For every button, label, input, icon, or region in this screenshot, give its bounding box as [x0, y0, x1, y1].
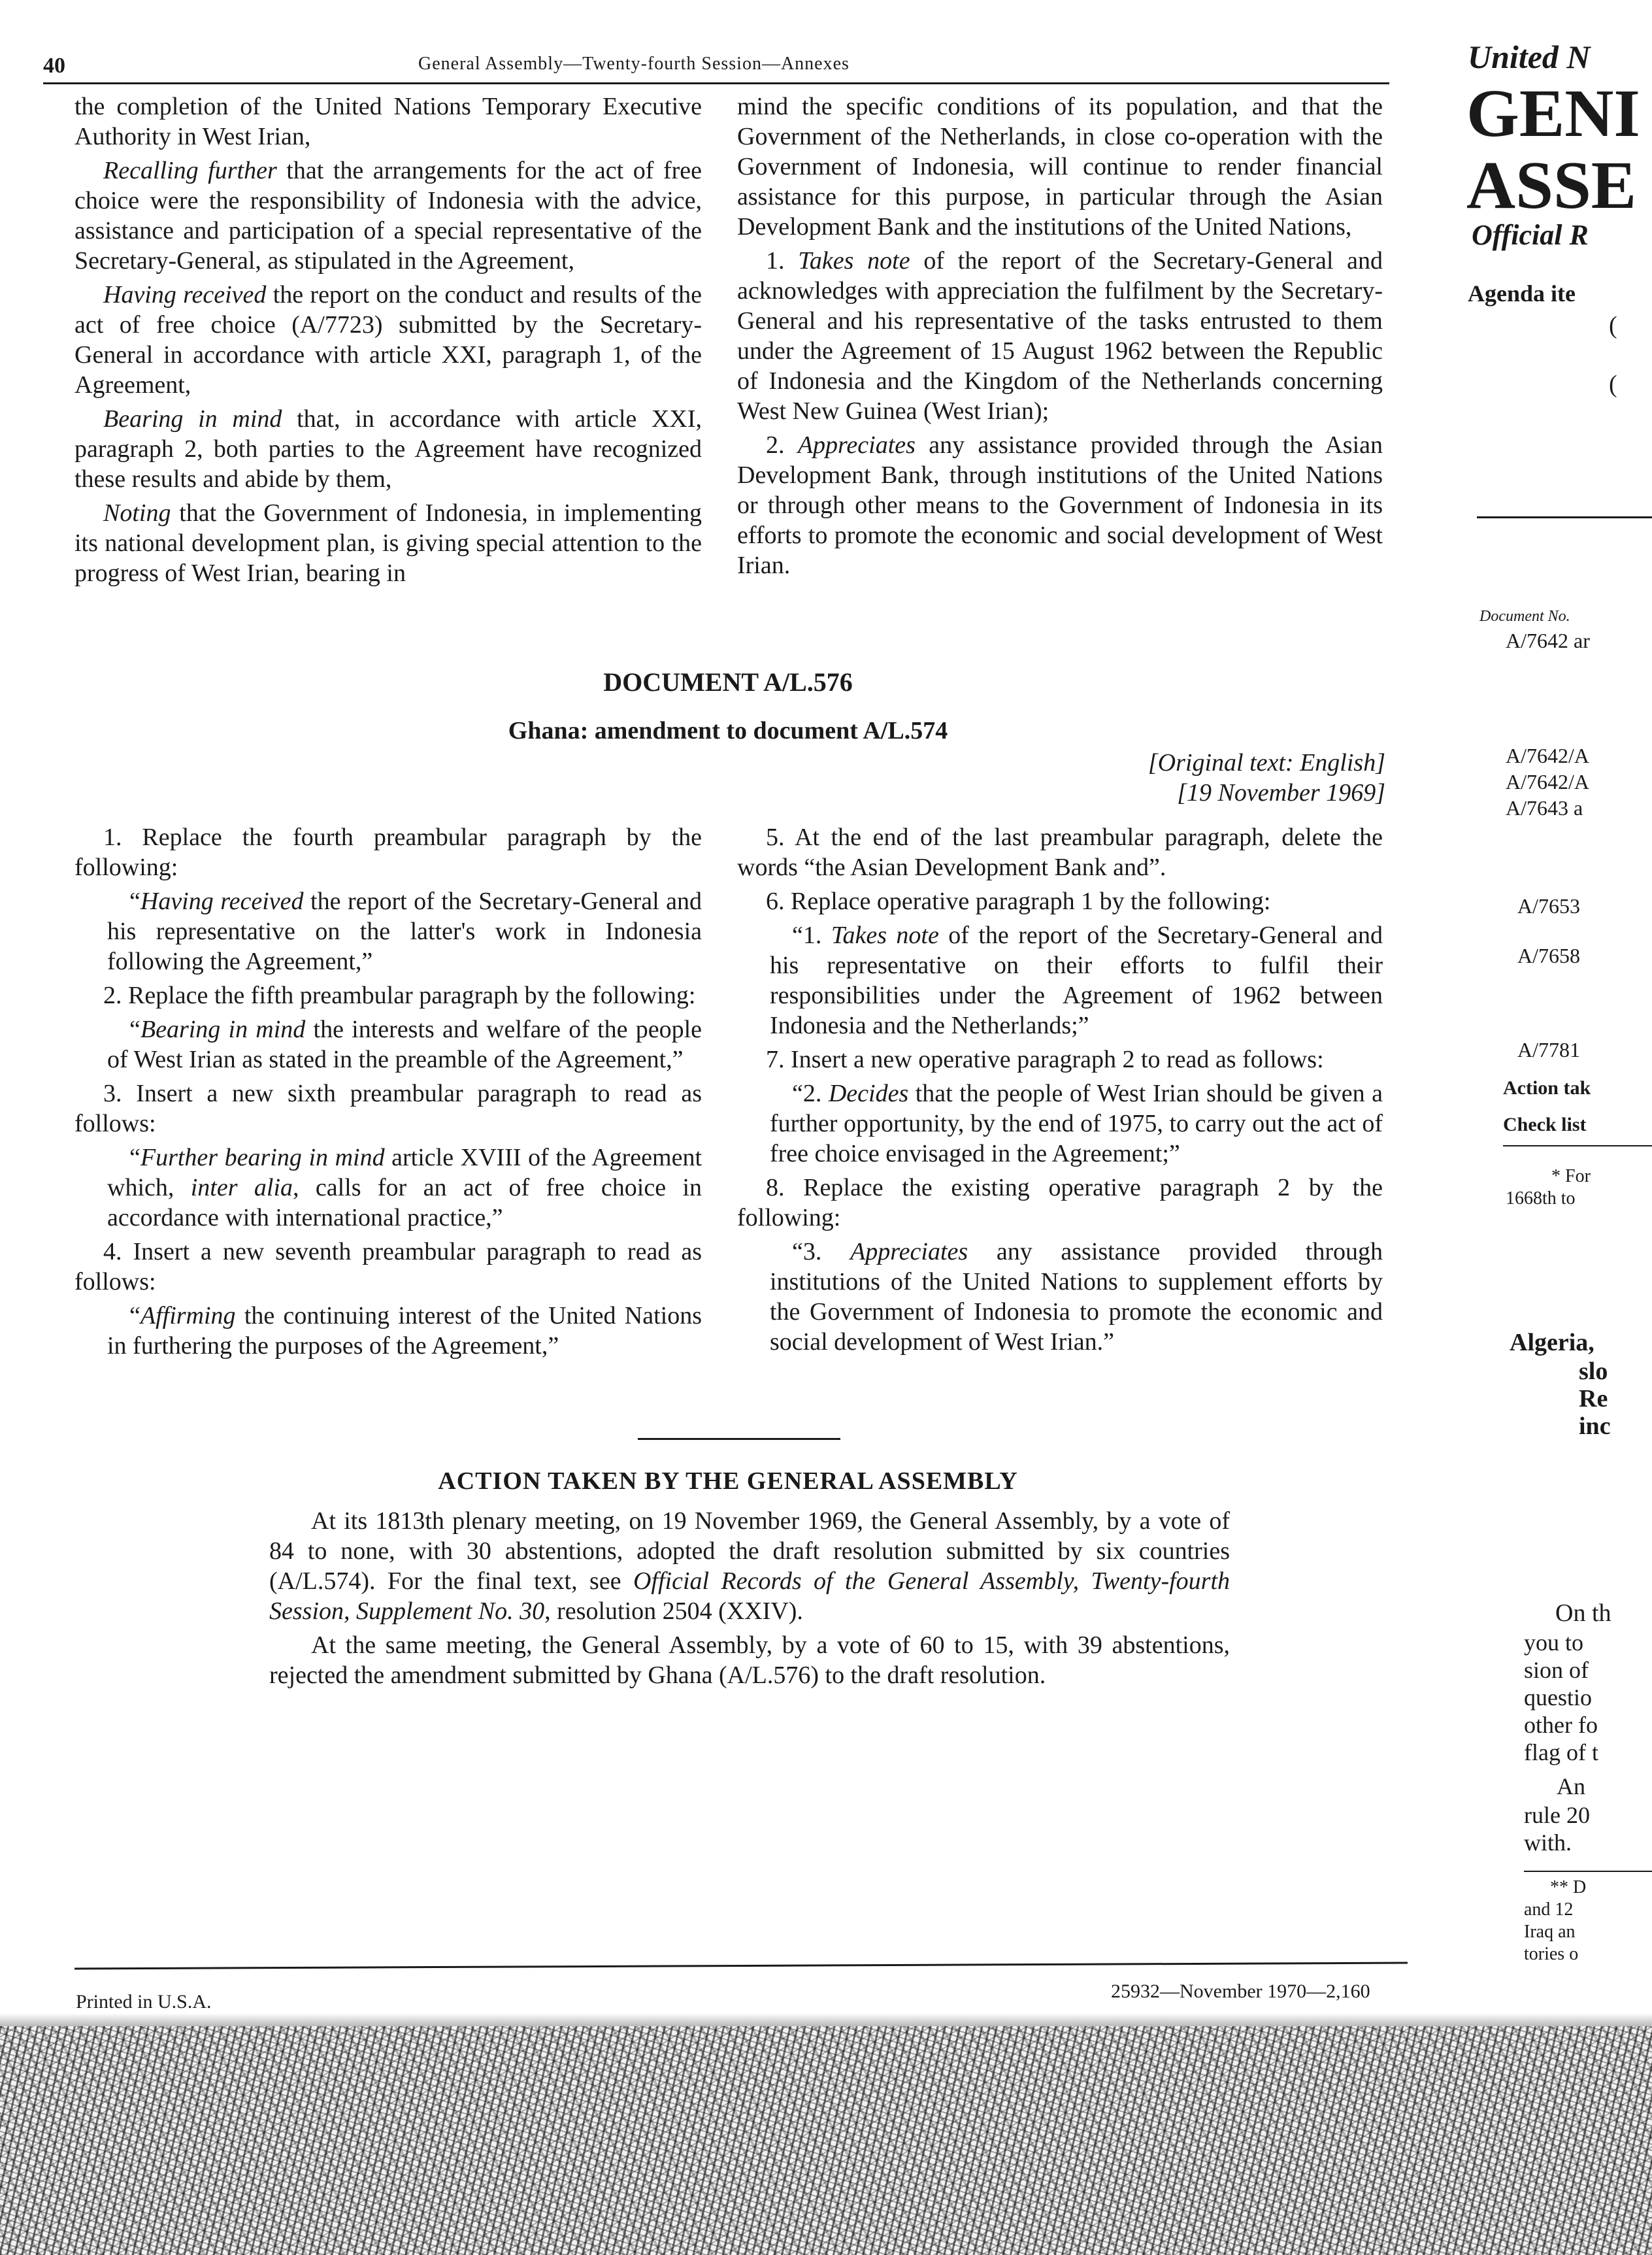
top-right-para-3 [737, 430, 1383, 580]
strip-rule-2 [1503, 1145, 1652, 1146]
text: that the Government of Indonesia, in implementing its national development plan, is giving special attention to the progress of West Irian, bearing in [74, 499, 702, 587]
strip-official: Official R [1472, 219, 1589, 251]
number: “3. [792, 1238, 851, 1265]
strip-paren-1: ( [1609, 312, 1617, 339]
strip-sion: sion of [1524, 1657, 1589, 1683]
strip-question: questio [1524, 1684, 1592, 1711]
job-number: 25932—November 1970—2,160 [1111, 1980, 1370, 2002]
strip-united: United N [1468, 39, 1591, 75]
strip-doc-4: A/7643 a [1506, 796, 1583, 820]
emphasis: Official Records of the General Assembly, Twenty-fourth Session, Supplement No. 30 [269, 1567, 1231, 1625]
strip-ass: ASSE [1466, 148, 1637, 223]
number: 1. [766, 247, 799, 275]
amend-8: 8. Replace the existing operative paragraph 2 by the following: [737, 1174, 1383, 1231]
amend-1: 1. Replace the fourth preambular paragraph by the following: [74, 824, 702, 881]
strip-footnote-5: Iraq an [1524, 1922, 1576, 1942]
text: At its 1813th plenary meeting, on 19 November 1969, the General Assembly, by a vote of 84 to none, with 30 abstentions, adopted the draft resolution submitted by six countries (A/L.574). For the final text, see [269, 1507, 1230, 1595]
amend-6-quote [770, 920, 1383, 1041]
quote-mark: “ [129, 1302, 140, 1329]
amend-right-column [737, 822, 1383, 1361]
emphasis: Bearing in mind [140, 1016, 306, 1043]
top-right-column [737, 92, 1383, 584]
action-body [269, 1506, 1230, 1694]
strip-doc-2: A/7642/A [1506, 744, 1589, 767]
text: , resolution 2504 (XXIV). [544, 1597, 803, 1625]
text: the continuing interest of the United Nations in furthering the purposes of the Agreement,” [107, 1302, 702, 1360]
strip-doc-7: A/7781 [1517, 1038, 1580, 1061]
top-left-para-2 [74, 156, 702, 276]
text: that the arrangements for the act of free choice were the responsibility of Indonesia with the advice, assistance and participation of a special representative of the Secretary-General, as stipulated in the Agreement, [74, 157, 702, 275]
amend-5: 5. At the end of the last preambular paragraph, delete the words “the Asian Development Bank and”. [737, 824, 1383, 881]
running-title: General Assembly—Twenty-fourth Session—Annexes [418, 54, 850, 74]
emphasis: Bearing in mind [103, 405, 282, 433]
amend-3: 3. Insert a new sixth preambular paragraph to read as follows: [74, 1080, 702, 1137]
strip-doc-3: A/7642/A [1506, 770, 1589, 793]
strip-doc-1: A/7642 ar [1506, 629, 1590, 652]
header-rule [43, 82, 1389, 84]
emphasis: Appreciates [797, 431, 916, 459]
strip-other: other fo [1524, 1712, 1598, 1738]
action-para-2: At the same meeting, the General Assembly, by a vote of 60 to 15, with 39 abstentions, rejected the amendment submitted by Ghana (A/L.576) to the draft resolution. [269, 1631, 1230, 1689]
top-left-column [74, 92, 702, 592]
next-page-strip [1457, 0, 1652, 2026]
top-left-para-1: the completion of the United Nations Temporary Executive Authority in West Irian, [74, 93, 702, 150]
strip-you: you to [1524, 1629, 1584, 1656]
strip-footnote-4: and 12 [1524, 1899, 1574, 1920]
amend-7-quote [770, 1078, 1383, 1169]
printed-in: Printed in U.S.A. [76, 1991, 212, 2013]
section-divider [638, 1438, 840, 1440]
amend-7: 7. Insert a new operative paragraph 2 to read as follows: [766, 1046, 1324, 1073]
amend-4: 4. Insert a new seventh preambular paragraph to read as follows: [74, 1238, 702, 1295]
document-subtitle: Ghana: amendment to document A/L.574 [508, 717, 948, 744]
amend-left-column [74, 822, 702, 1365]
strip-footnote-6: tories o [1524, 1944, 1579, 1964]
scan-noise-band [0, 2026, 1652, 2255]
emphasis: Recalling further [103, 157, 277, 184]
text: the report of the Secretary-General and his representative on the latter's work in Indonesia following the Agreement,” [107, 888, 702, 975]
text: , calls for an act of free choice in accordance with international practice,” [107, 1174, 702, 1231]
emphasis: Affirming [140, 1302, 236, 1329]
strip-footnote-3: ** D [1550, 1877, 1587, 1897]
number: “2. [792, 1080, 829, 1107]
emphasis: Having received [140, 888, 304, 915]
strip-action: Action tak [1503, 1077, 1591, 1099]
document-title: DOCUMENT A/L.576 [603, 667, 853, 697]
text: that, in accordance with article XXI, paragraph 2, both parties to the Agreement have recognized these results and abide by them, [74, 405, 702, 493]
top-left-para-3 [74, 280, 702, 400]
amend-2: 2. Replace the fifth preambular paragraph by the following: [103, 982, 696, 1009]
top-left-para-4 [74, 404, 702, 494]
top-right-para-1: mind the specific conditions of its population, and that the Government of the Netherlands, in close co-operation with the Government of Indonesia, will continue to render financial assistance for this purpose, in particular through the Asian Development Bank and the institutions of the United Nations, [737, 93, 1383, 241]
text: any assistance provided through the Asian Development Bank, through institutions of the United Nations or through other means to the Government of Indonesia in its efforts to promote the economic and social development of West Irian. [737, 431, 1383, 579]
strip-gen: GENI [1466, 76, 1640, 151]
emphasis: Appreciates [850, 1238, 968, 1265]
emphasis: inter alia [190, 1174, 293, 1201]
strip-rule-3 [1524, 1871, 1652, 1872]
strip-algeria: Algeria, [1510, 1329, 1594, 1356]
text: of the report of the Secretary-General and acknowledges with appreciation the fulfilment by the Secretary-General and his representative of the tasks entrusted to them under the Agreement of 15 August 1962 between the Republic of Indonesia and the Kingdom of the Netherlands concerning West New Guinea (West Irian); [737, 247, 1383, 425]
page-number: 40 [43, 54, 65, 78]
emphasis: Takes note [798, 247, 910, 275]
amend-4-quote [107, 1301, 702, 1361]
text: that the people of West Irian should be given a further opportunity, by the end of 1975, to carry out the act of free choice envisaged in the Agreement;” [770, 1080, 1383, 1167]
amend-3-quote [107, 1143, 702, 1233]
top-left-para-5 [74, 498, 702, 588]
strip-algeria-4: inc [1579, 1412, 1611, 1440]
strip-doc-6: A/7658 [1517, 944, 1580, 967]
strip-on: On th [1555, 1599, 1611, 1627]
amend-8-quote [770, 1237, 1383, 1357]
amend-2-quote [107, 1014, 702, 1075]
original-text-note: [Original text: English] [1148, 749, 1385, 777]
quote-mark: “ [129, 1144, 140, 1171]
emphasis: Having received [103, 281, 267, 309]
amend-6: 6. Replace operative paragraph 1 by the following: [766, 888, 1271, 915]
strip-paren-2: ( [1609, 371, 1617, 398]
text: article XVIII of the Agreement which, [107, 1144, 702, 1201]
strip-an: An [1557, 1773, 1585, 1799]
footer-rule [74, 1962, 1408, 1970]
strip-document-no: Document No. [1479, 608, 1570, 625]
strip-agenda: Agenda ite [1468, 280, 1576, 307]
text: any assistance provided through institutions of the United Nations to supplement efforts by the Government of Indonesia to promote the economic and social development of West Irian.” [770, 1238, 1383, 1356]
emphasis: Takes note [831, 922, 939, 949]
top-right-para-2 [737, 246, 1383, 426]
strip-rule-text: rule 20 [1524, 1802, 1590, 1828]
strip-algeria-3: Re [1579, 1385, 1608, 1412]
strip-doc-5: A/7653 [1517, 894, 1580, 918]
text: the report on the conduct and results of the act of free choice (A/7723) submitted by the Secretary-General in accordance with article XXI, paragraph 1, of the Agreement, [74, 281, 702, 399]
quote-mark: “ [129, 1016, 140, 1043]
strip-footnote-2: 1668th to [1506, 1188, 1576, 1209]
emphasis: Further bearing in mind [140, 1144, 385, 1171]
text: the interests and welfare of the people of West Irian as stated in the preamble of the Agreement,” [107, 1016, 702, 1073]
amend-1-quote [107, 886, 702, 977]
strip-footnote-1: * For [1551, 1166, 1591, 1186]
strip-flag: flag of t [1524, 1739, 1598, 1765]
emphasis: Decides [828, 1080, 909, 1107]
number: 2. [766, 431, 798, 459]
text: of the report of the Secretary-General and his representative on their efforts to fulfil their responsibilities under the Agreement of 1962 between Indonesia and the Netherlands;” [770, 922, 1383, 1039]
number: “1. [792, 922, 831, 949]
strip-with: with. [1524, 1829, 1572, 1856]
strip-algeria-2: slo [1579, 1358, 1608, 1385]
action-para-1 [269, 1506, 1230, 1626]
document-date: [19 November 1969] [1177, 779, 1385, 807]
strip-rule-1 [1477, 516, 1652, 518]
emphasis: Noting [103, 499, 171, 527]
quote-mark: “ [129, 888, 140, 915]
strip-check: Check list [1503, 1114, 1587, 1135]
action-title: ACTION TAKEN BY THE GENERAL ASSEMBLY [438, 1467, 1018, 1495]
